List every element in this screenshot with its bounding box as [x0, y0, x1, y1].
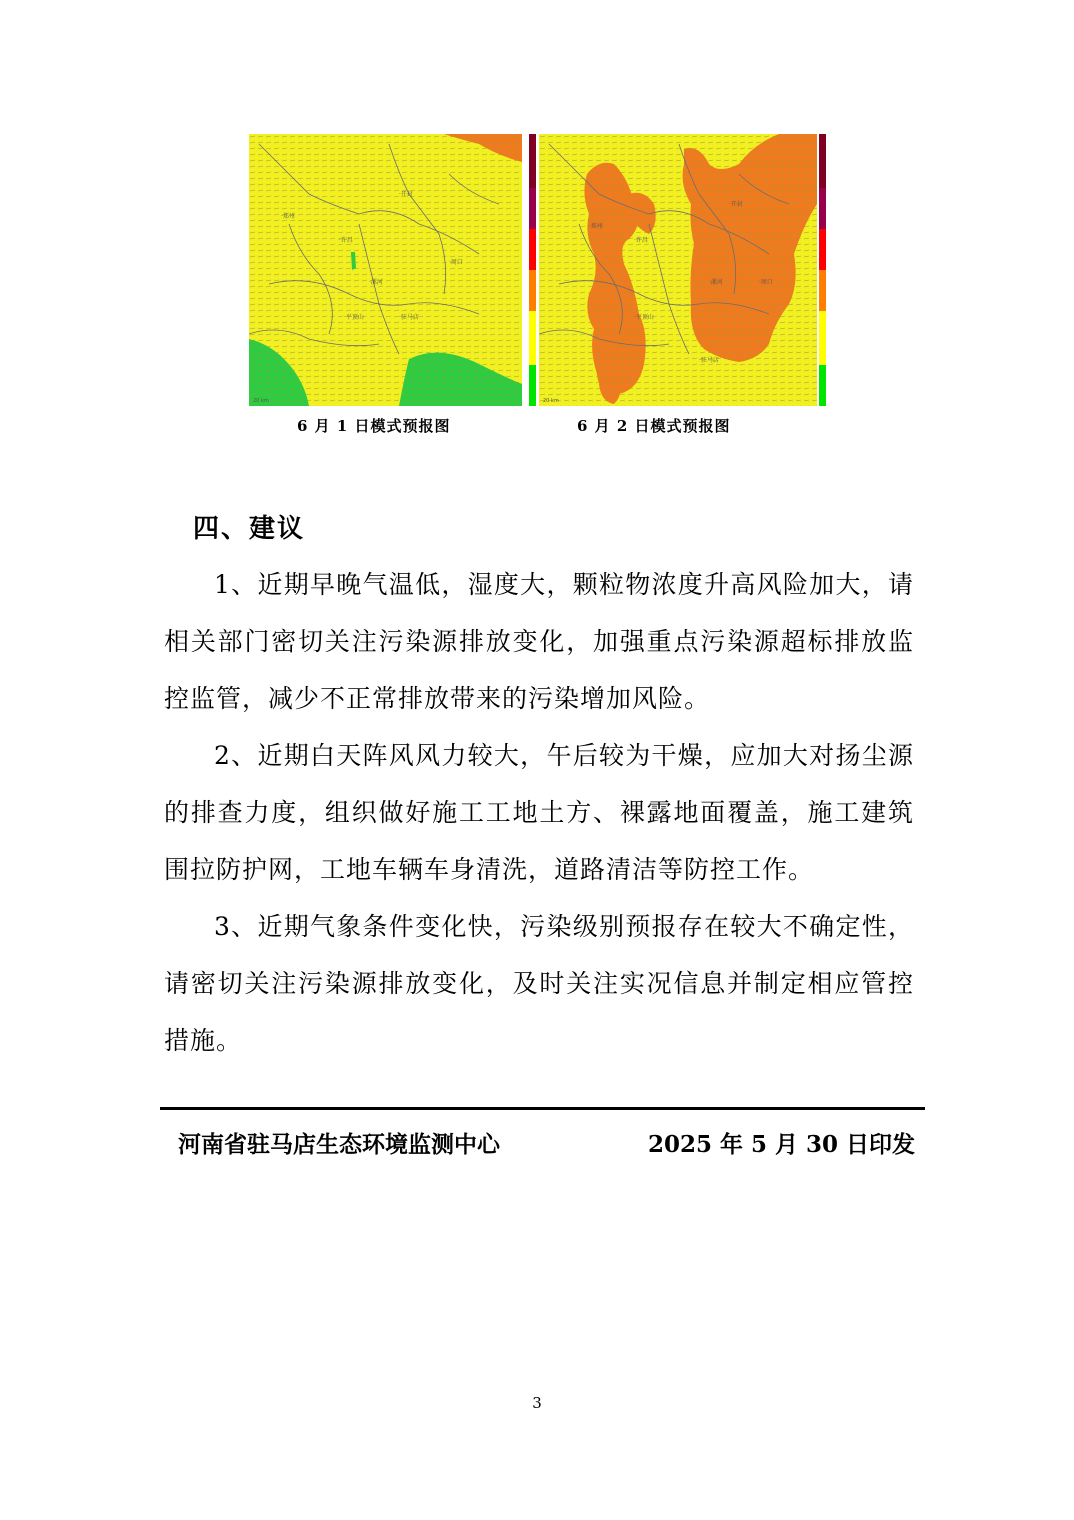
svg-text:·平顶山: ·平顶山	[344, 314, 364, 321]
figure-caption-2: 6 月 2 日模式预报图	[577, 417, 731, 435]
legend-color-segment	[819, 365, 826, 406]
legend-color-segment	[819, 229, 826, 270]
legend-color-scale-2	[819, 134, 826, 406]
legend-color-segment	[819, 270, 826, 311]
forecast-map-june-2-image	[539, 134, 817, 406]
svg-text:20 km: 20 km	[253, 398, 269, 404]
legend-color-segment	[819, 134, 826, 188]
legend-color-segment	[529, 229, 536, 270]
svg-text:·开封: ·开封	[729, 201, 743, 208]
recommendation-paragraph-1: 1、近期早晚气温低，湿度大，颗粒物浓度升高风险加大，请相关部门密切关注污染源排放变化，加强重点污染源超标排放监控监管，减少不正常排放带来的污染增加风险。	[164, 570, 914, 713]
figure-caption-1: 6 月 1 日模式预报图	[297, 417, 451, 435]
legend-color-segment	[529, 188, 536, 229]
svg-text:·郑州: ·郑州	[589, 223, 603, 230]
svg-text:·许昌: ·许昌	[634, 237, 648, 244]
legend-color-segment	[529, 134, 536, 188]
recommendation-paragraph-2: 2、近期白天阵风风力较大，午后较为干燥，应加大对扬尘源的排查力度，组织做好施工工地土方、裸露地面覆盖，施工建筑围拉防护网，工地车辆车身清洗，道路清洁等防控工作。	[164, 741, 914, 884]
page-number: 3	[532, 1394, 542, 1412]
legend-color-segment	[529, 311, 536, 365]
forecast-map-june-1	[249, 134, 522, 406]
issuing-organization: 河南省驻马店生态环境监测中心	[178, 1131, 500, 1158]
svg-text:·平顶山: ·平顶山	[634, 314, 654, 321]
legend-color-segment	[529, 365, 536, 406]
svg-text:·开封: ·开封	[399, 191, 413, 198]
section-heading: 四、建议	[193, 514, 306, 544]
svg-text:·许昌: ·许昌	[339, 237, 353, 244]
svg-text:·驻马店: ·驻马店	[399, 314, 419, 321]
svg-text:·郑州: ·郑州	[281, 213, 295, 220]
forecast-map-june-1-image	[249, 134, 522, 406]
issue-date: 2025 年 5 月 30 日印发	[648, 1131, 916, 1158]
svg-text:20 km: 20 km	[543, 398, 559, 404]
svg-text:·周口: ·周口	[449, 259, 463, 266]
svg-text:·驻马店: ·驻马店	[699, 357, 719, 364]
recommendation-paragraph-3: 3、近期气象条件变化快，污染级别预报存在较大不确定性，请密切关注污染源排放变化，及时关注实况信息并制定相应管控措施。	[164, 912, 914, 1055]
svg-text:·漯河: ·漯河	[709, 279, 723, 286]
svg-text:·漯河: ·漯河	[369, 279, 383, 286]
legend-color-segment	[819, 188, 826, 229]
footer-divider	[160, 1107, 925, 1110]
legend-color-scale-1	[529, 134, 536, 406]
legend-color-segment	[819, 311, 826, 365]
legend-color-segment	[529, 270, 536, 311]
svg-text:·周口: ·周口	[759, 279, 773, 286]
forecast-map-june-2	[539, 134, 817, 406]
